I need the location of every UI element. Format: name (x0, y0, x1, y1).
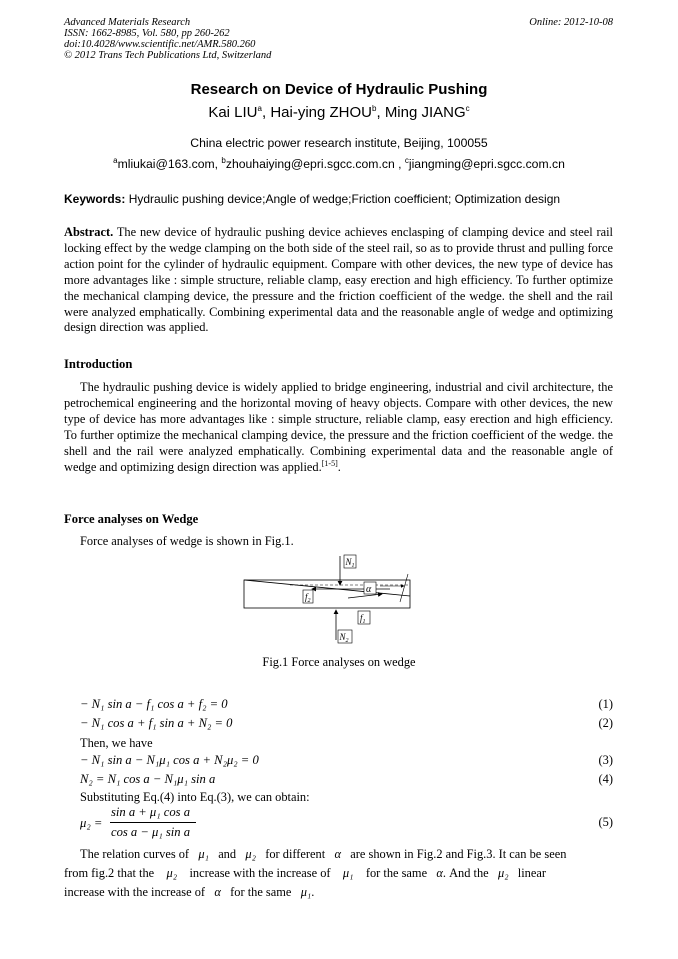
equation-5-denominator: cos a − μ₁ sin a (111, 825, 191, 839)
keywords-label: Keywords: (64, 192, 126, 206)
email-address: mliukai@163.com (117, 157, 215, 171)
mu1-symbol: μ₁ (198, 847, 209, 861)
email-sup: a (113, 155, 118, 165)
closing-text: from fig.2 that the (64, 866, 155, 880)
alpha-symbol: α (436, 866, 443, 880)
figure-caption: Fig.1 Force analyses on wedge (262, 655, 416, 669)
abstract-label: Abstract. (64, 225, 114, 239)
equation-1-number: (1) (598, 697, 613, 711)
f1-label: $f_1$ (360, 613, 366, 625)
abstract (64, 225, 613, 336)
copyright-line: © 2012 Trans Tech Publications Ltd, Switzerland (64, 50, 272, 61)
abstract-text: The new device of hydraulic pushing device achieves enclasping of clamping device and steel rail locking effect by the wedge clamping on the both side of the steel rail, so as to provide thrust and pulling force action point for the cylinder of hydraulic equipment. Compare with other devices, the new type of device has more advantages like : simple structure, reliable clamp, easy erection and high efficiency. To further optimize the mechanical clamping device, the pressure and the friction coefficient of the wedge. the shell and the rail were analyzed emphatically. Combining experimental data and the reasonable angle of wedge and optimizing design direction was applied. (64, 225, 613, 335)
closing-text: increase with the increase of (189, 866, 331, 880)
equation-1: − N₁ sin a − f₁ cos a + f₂ = 0 (80, 697, 228, 711)
author-list: Kai LIU$^a$, Hai-ying ZHOU$^b$, Ming JIANG$^c$ (208, 104, 470, 121)
affiliation: China electric power research institute, Beijing, 100055 (190, 136, 488, 150)
online-date: Online: 2012-10-08 (529, 17, 613, 28)
introduction-body: The hydraulic pushing device is widely applied to bridge engineering, industrial and civil architecture, the petrochemical engineering and the horizontal moving of heavy objects. Compare with other devices, the new type of device has more advantages like : simple structure, reliable clamp, easy erection and high efficiency. To further optimize the mechanical clamping device, the pressure and the friction coefficient of the wedge. the shell and the rail were analyzed emphatically. Combining experimental data and the reasonable angle of wedge and optimizing design direction was applied. (64, 380, 613, 474)
introduction-text: The hydraulic pushing device is widely applied to bridge engineering, industrial and civil architecture, the petrochemical engineering and the horizontal moving of heavy objects. Compare with other devices, the new type of device has more advantages like : simple structure, reliable clamp, easy erection and high efficiency. To further optimize the mechanical clamping device, the pressure and the friction coefficient of the wedge. the shell and the rail were analyzed emphatically. Combining experimental data and the reasonable angle of wedge and optimizing design direction was applied.[1-5]. (64, 380, 613, 474)
n2-label: $N_2$ (339, 632, 349, 644)
wedge-incline (244, 580, 410, 596)
equation-5-lhs: μ₂ = (80, 816, 103, 830)
closing-line-1 (80, 847, 566, 862)
fraction-bar (110, 822, 196, 823)
paper-title: Research on Device of Hydraulic Pushing (190, 81, 488, 98)
closing-text: for the same (230, 885, 292, 899)
keywords-text: Hydraulic pushing device;Angle of wedge;Friction coefficient; Optimization design (128, 192, 561, 206)
f2-label: $f_2$ (305, 592, 311, 604)
equation-4: N₂ = N₁ cos a − N₁μ₁ sin a (80, 772, 216, 786)
mu2-symbol: μ₂ (245, 847, 256, 861)
force-intro-text: Force analyses of wedge is shown in Fig.1. (80, 534, 294, 548)
equation-2-number: (2) (598, 716, 613, 730)
angle-line (400, 574, 408, 602)
closing-line-3 (64, 885, 314, 900)
then-text: Then, we have (80, 736, 153, 750)
alpha-symbol: α (334, 847, 341, 861)
n1-label: $N_1$ (345, 557, 355, 569)
equation-5-numerator: sin a + μ₁ cos a (111, 805, 191, 819)
mu1-symbol: μ₁ (342, 866, 354, 880)
author-name: Ming JIANG (384, 104, 466, 121)
f1-arrow (348, 594, 382, 598)
equation-3: − N₁ sin a − N₁μ₁ cos a + N₂μ₂ = 0 (80, 753, 259, 767)
section-heading-force-analyses: Force analyses on Wedge (64, 512, 199, 526)
author-sup: a (257, 104, 262, 113)
closing-text: . And the (442, 866, 489, 880)
closing-line-2 (64, 866, 546, 881)
equation-4-number: (4) (598, 772, 613, 786)
closing-text: . (311, 885, 315, 899)
alpha-symbol: α (214, 885, 221, 899)
equation-5-number: (5) (598, 815, 613, 829)
citation[interactable]: [1-5] (321, 458, 338, 468)
mu1-symbol: μ₁ (300, 885, 312, 899)
closing-text: increase with the increase of (64, 885, 206, 899)
doi-line: doi:10.4028/www.scientific.net/AMR.580.260 (64, 39, 256, 50)
closing-text: and (218, 847, 237, 861)
journal-name: Advanced Materials Research (64, 17, 191, 28)
closing-text: linear (517, 866, 547, 880)
issn-line: ISSN: 1662-8985, Vol. 580, pp 260-262 (64, 28, 230, 39)
author-sup: b (372, 104, 377, 113)
closing-text: for the same (365, 866, 428, 880)
email-address: zhouhaiying@epri.sgcc.com.cn (225, 157, 395, 171)
substituting-text: Substituting Eq.(4) into Eq.(3), we can obtain: (80, 790, 310, 804)
equation-3-number: (3) (598, 753, 613, 767)
mu2-symbol: μ₂ (166, 866, 178, 880)
equation-2: − N₁ cos a + f₁ sin a + N₂ = 0 (80, 716, 233, 730)
keywords-line (64, 192, 560, 206)
email-sup: b (221, 155, 226, 165)
alpha-label: α (366, 584, 372, 595)
email-sup: c (404, 155, 409, 165)
author-name: Kai LIU (208, 104, 258, 121)
closing-text: The relation curves of (80, 847, 190, 861)
wedge-force-figure (230, 552, 430, 644)
section-heading-introduction: Introduction (64, 357, 133, 371)
author-sup: c (465, 104, 470, 113)
mu2-symbol: μ₂ (497, 866, 509, 880)
email-address: jiangming@epri.sgcc.com.cn (408, 157, 565, 171)
closing-text: are shown in Fig.2 and Fig.3. It can be seen (350, 847, 567, 861)
author-name: Hai-ying ZHOU (270, 104, 373, 121)
closing-text: for different (265, 847, 326, 861)
email-list: $^a$mliukai@163.com, $^b$zhouhaiying@epri.sgcc.com.cn , $^c$jiangming@epri.sgcc.com.cn (113, 155, 565, 171)
